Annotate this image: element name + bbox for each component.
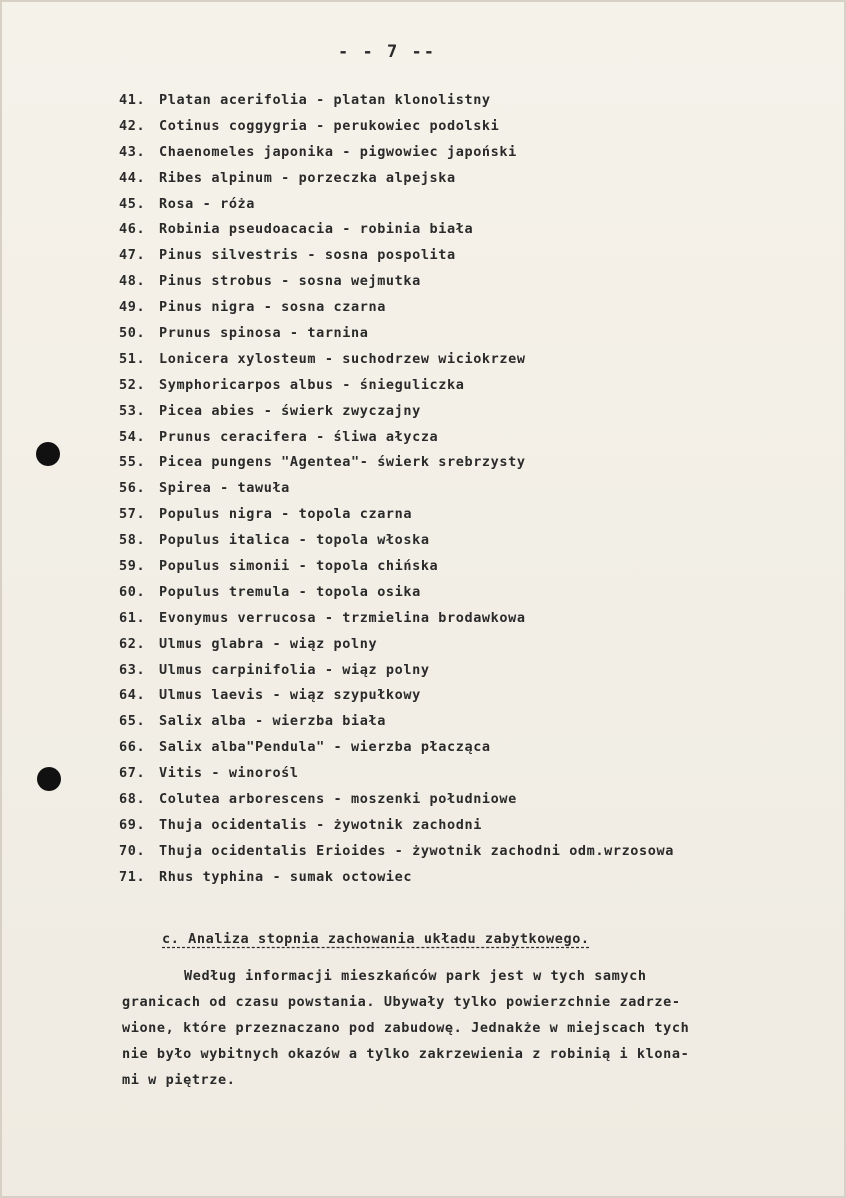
list-item xyxy=(119,192,674,218)
item-number: 68. xyxy=(119,791,146,808)
list-item xyxy=(119,269,674,295)
item-number: 45. xyxy=(119,195,146,212)
list-item xyxy=(119,839,674,865)
item-number: 57. xyxy=(119,506,146,523)
item-text: Spirea - tawuła xyxy=(159,480,290,497)
list-item xyxy=(119,114,674,140)
item-number: 70. xyxy=(119,842,146,859)
item-text: Evonymus verrucosa - trzmielina brodawkowa xyxy=(159,609,526,626)
list-item xyxy=(119,709,674,735)
item-number: 64. xyxy=(119,687,146,704)
item-number: 51. xyxy=(119,350,146,367)
item-number: 65. xyxy=(119,713,146,730)
item-number: 71. xyxy=(119,868,146,885)
item-text: Rosa - róża xyxy=(159,195,256,212)
item-number: 47. xyxy=(119,247,146,264)
item-text: Vitis - winorośl xyxy=(159,765,299,782)
item-number: 67. xyxy=(119,765,146,782)
list-item xyxy=(119,606,674,632)
item-number: 69. xyxy=(119,816,146,833)
item-text: Chaenomeles japonika - pigwowiec japoński xyxy=(159,143,517,160)
item-text: Prunus ceracifera - śliwa ałycza xyxy=(159,428,439,445)
paragraph-line: Według informacji mieszkańców park jest w tych samych xyxy=(184,968,647,984)
list-item xyxy=(119,217,674,243)
section-heading: c. Analiza stopnia zachowania układu zabytkowego. xyxy=(162,931,590,947)
section-paragraph xyxy=(122,963,802,1093)
paragraph-line: mi w piętrze. xyxy=(122,1072,236,1088)
list-item xyxy=(119,295,674,321)
item-text: Thuja ocidentalis Erioides - żywotnik zachodni odm.wrzosowa xyxy=(159,842,674,859)
list-item xyxy=(119,735,674,761)
item-text: Cotinus coggygria - perukowiec podolski xyxy=(159,117,500,134)
item-number: 54. xyxy=(119,428,146,445)
item-number: 60. xyxy=(119,583,146,600)
list-item xyxy=(119,658,674,684)
item-text: Ulmus glabra - wiąz polny xyxy=(159,635,378,652)
item-number: 58. xyxy=(119,532,146,549)
item-number: 46. xyxy=(119,221,146,238)
item-text: Platan acerifolia - platan klonolistny xyxy=(159,92,491,108)
item-text: Ulmus laevis - wiąz szypułkowy xyxy=(159,687,421,704)
item-text: Populus tremula - topola osika xyxy=(159,583,421,600)
paragraph-line: wione, które przeznaczano pod zabudowę. Jednakże w miejscach tych xyxy=(122,1020,690,1036)
item-text: Symphoricarpos albus - śnieguliczka xyxy=(159,376,465,393)
item-text: Salix alba - wierzba biała xyxy=(159,713,386,730)
item-number: 55. xyxy=(119,454,146,471)
list-item xyxy=(119,243,674,269)
list-item xyxy=(119,347,674,373)
item-number: 66. xyxy=(119,739,146,756)
page-number: - - 7 -- xyxy=(338,42,436,62)
list-item xyxy=(119,813,674,839)
item-number: 50. xyxy=(119,325,146,342)
list-item xyxy=(119,761,674,787)
list-item xyxy=(119,554,674,580)
punch-hole-bottom xyxy=(37,767,61,791)
punch-hole-top xyxy=(36,442,60,466)
item-text: Lonicera xylosteum - suchodrzew wiciokrzew xyxy=(159,350,526,367)
paragraph-line: granicach od czasu powstania. Ubywały tylko powierzchnie zadrze- xyxy=(122,994,681,1010)
item-number: 48. xyxy=(119,273,146,290)
list-item xyxy=(119,580,674,606)
item-number: 41. xyxy=(119,92,146,108)
item-text: Picea abies - świerk zwyczajny xyxy=(159,402,421,419)
species-list xyxy=(119,88,674,891)
item-text: Populus simonii - topola chińska xyxy=(159,558,439,575)
item-number: 61. xyxy=(119,609,146,626)
item-number: 62. xyxy=(119,635,146,652)
item-number: 59. xyxy=(119,558,146,575)
item-number: 43. xyxy=(119,143,146,160)
list-item xyxy=(119,476,674,502)
list-item xyxy=(119,373,674,399)
item-text: Rhus typhina - sumak octowiec xyxy=(159,868,413,885)
item-number: 52. xyxy=(119,376,146,393)
item-number: 42. xyxy=(119,117,146,134)
list-item xyxy=(119,88,674,114)
item-number: 49. xyxy=(119,299,146,316)
item-text: Prunus spinosa - tarnina xyxy=(159,325,369,342)
list-item xyxy=(119,321,674,347)
item-number: 44. xyxy=(119,169,146,186)
item-text: Pinus strobus - sosna wejmutka xyxy=(159,273,421,290)
item-text: Ribes alpinum - porzeczka alpejska xyxy=(159,169,456,186)
list-item xyxy=(119,528,674,554)
item-number: 56. xyxy=(119,480,146,497)
list-item xyxy=(119,865,674,891)
item-text: Populus nigra - topola czarna xyxy=(159,506,413,523)
item-text: Ulmus carpinifolia - wiąz polny xyxy=(159,661,430,678)
list-item xyxy=(119,166,674,192)
list-item xyxy=(119,425,674,451)
item-text: Populus italica - topola włoska xyxy=(159,532,430,549)
list-item xyxy=(119,632,674,658)
item-text: Thuja ocidentalis - żywotnik zachodni xyxy=(159,816,482,833)
item-text: Colutea arborescens - moszenki południowe xyxy=(159,791,517,808)
item-number: 53. xyxy=(119,402,146,419)
list-item xyxy=(119,683,674,709)
paragraph-line: nie było wybitnych okazów a tylko zakrzewienia z robinią i klona- xyxy=(122,1046,690,1062)
list-item xyxy=(119,450,674,476)
item-text: Salix alba"Pendula" - wierzba płacząca xyxy=(159,739,491,756)
list-item xyxy=(119,399,674,425)
list-item xyxy=(119,787,674,813)
list-item xyxy=(119,502,674,528)
list-item xyxy=(119,140,674,166)
item-text: Picea pungens "Agentea"- świerk srebrzysty xyxy=(159,454,526,471)
item-text: Pinus nigra - sosna czarna xyxy=(159,299,386,316)
item-text: Robinia pseudoacacia - robinia biała xyxy=(159,221,474,238)
item-number: 63. xyxy=(119,661,146,678)
item-text: Pinus silvestris - sosna pospolita xyxy=(159,247,456,264)
